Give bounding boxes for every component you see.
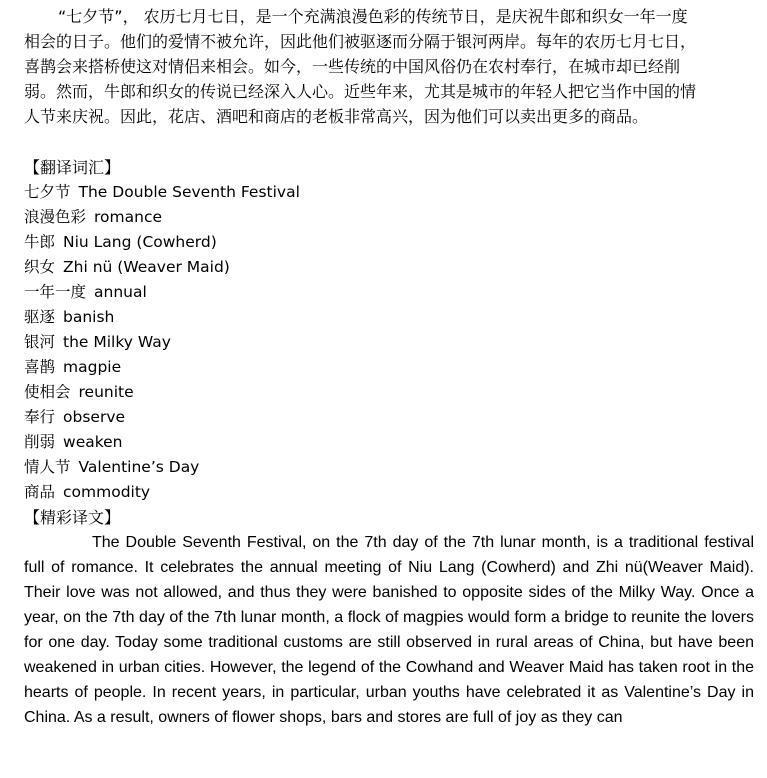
vocab-item xyxy=(24,205,300,230)
vocab-en: weaken xyxy=(63,433,123,451)
vocab-item xyxy=(24,280,300,305)
vocab-en: banish xyxy=(63,308,115,326)
vocab-en: commodity xyxy=(63,483,151,501)
vocab-zh: 织女 xyxy=(24,258,56,276)
chinese-paragraph: “七夕节”， 农历七月七日，是一个充满浪漫色彩的传统节日，是庆祝牛郎和织女一年一度相会的日子。他们的爱情不被允许，因此他们被驱逐而分隔于银河两岸。每年的农历七月七日，喜鹊会来搭桥使这对情侣来相会。如今，一些传统的中国风俗仍在农村奉行，在城市却已经削弱。然而，牛郎和织女的传说已经深入人心。近些年来，尤其是城市的年轻人把它当作中国的情人节来庆祝。因此，花店、酒吧和商店的老板非常高兴，因为他们可以卖出更多的商品。 xyxy=(24,7,697,126)
vocab-en: Valentine’s Day xyxy=(78,458,200,476)
vocab-en: magpie xyxy=(63,358,122,376)
vocab-en: the Milky Way xyxy=(63,333,171,351)
vocab-item xyxy=(24,180,300,205)
vocab-zh: 削弱 xyxy=(24,433,56,451)
vocab-item xyxy=(24,455,300,480)
vocab-en: observe xyxy=(63,408,126,426)
vocab-en: The Double Seventh Festival xyxy=(78,183,300,201)
vocab-en: annual xyxy=(94,283,147,301)
vocab-zh: 银河 xyxy=(24,333,56,351)
vocab-zh: 浪漫色彩 xyxy=(24,208,87,226)
vocab-item xyxy=(24,405,300,430)
vocab-item xyxy=(24,430,300,455)
vocabulary-heading: 【翻译词汇】 xyxy=(24,158,121,177)
vocab-zh: 情人节 xyxy=(24,458,71,476)
vocab-zh: 七夕节 xyxy=(24,183,71,201)
vocab-zh: 一年一度 xyxy=(24,283,87,301)
vocab-en: Niu Lang (Cowherd) xyxy=(63,233,217,251)
vocab-item xyxy=(24,255,300,280)
vocab-item xyxy=(24,305,300,330)
vocab-item xyxy=(24,230,300,255)
vocab-en: Zhi nü (Weaver Maid) xyxy=(63,258,230,276)
vocab-zh: 牛郎 xyxy=(24,233,56,251)
vocab-en: reunite xyxy=(78,383,134,401)
vocab-zh: 驱逐 xyxy=(24,308,56,326)
vocab-item xyxy=(24,380,300,405)
vocab-item xyxy=(24,480,300,505)
vocab-zh: 商品 xyxy=(24,483,56,501)
vocab-item xyxy=(24,355,300,380)
vocab-zh: 喜鹊 xyxy=(24,358,56,376)
vocab-zh: 使相会 xyxy=(24,383,71,401)
vocabulary-list xyxy=(24,180,300,505)
translation-heading: 【精彩译文】 xyxy=(24,508,121,527)
vocab-zh: 奉行 xyxy=(24,408,56,426)
english-paragraph: The Double Seventh Festival, on the 7th day of the 7th lunar month, is a traditional festival full of romance. It celebrates the annual meeting of Niu Lang (Cowherd) and Zhi nü(Weaver Maid). Their love was not allowed, and thus they were banished to opposite sides of the Milky Way. Once a year, on the 7th day of the 7th lunar month, a flock of magpies would form a bridge to reunite the lovers for one day. Today some traditional customs are still observed in rural areas of China, but have been weakened in urban cities. However, the legend of the Cowhand and Weaver Maid has taken root in the hearts of people. In recent years, in particular, urban youths have celebrated it as Valentine’s Day in China. As a result, owners of flower shops, bars and stores are full of joy as they can xyxy=(24,534,754,726)
vocab-item xyxy=(24,330,300,355)
vocab-en: romance xyxy=(94,208,163,226)
